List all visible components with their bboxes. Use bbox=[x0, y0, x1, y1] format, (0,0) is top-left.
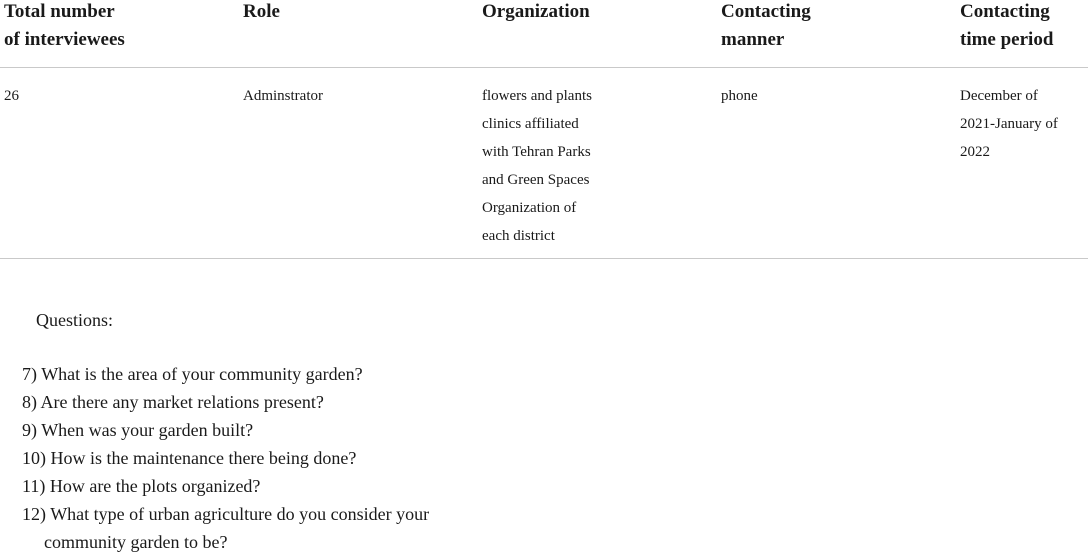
questions-heading: Questions: bbox=[36, 310, 114, 330]
cell-organization: flowers and plants clinics affiliated with Tehran Parks and Green Spaces Organization of each district bbox=[482, 88, 592, 244]
header-organization: Organization bbox=[482, 1, 590, 22]
list-item: 8) Are there any market relations present? bbox=[22, 392, 324, 412]
header-total-interviewees: Total number of interviewees bbox=[4, 1, 125, 50]
list-item: 12) What type of urban agriculture do you consider your community garden to be? bbox=[22, 504, 430, 552]
header-contacting-manner: Contacting manner bbox=[721, 1, 811, 50]
cell-period: December of 2021-January of 2022 bbox=[960, 88, 1058, 160]
table-row bbox=[0, 68, 1088, 259]
table-header-row bbox=[0, 0, 1088, 68]
list-item: 10) How is the maintenance there being done? bbox=[22, 448, 357, 468]
cell-total: 26 bbox=[4, 88, 19, 104]
list-item: 7) What is the area of your community garden? bbox=[22, 364, 363, 384]
cell-role: Adminstrator bbox=[243, 88, 323, 104]
list-item: 9) When was your garden built? bbox=[22, 420, 254, 440]
header-contacting-time-period: Contacting time period bbox=[960, 1, 1054, 50]
list-item: 11) How are the plots organized? bbox=[22, 476, 261, 496]
header-role: Role bbox=[243, 1, 280, 22]
cell-manner: phone bbox=[721, 88, 758, 104]
question-list bbox=[0, 360, 530, 556]
interviewee-table bbox=[0, 0, 1088, 259]
